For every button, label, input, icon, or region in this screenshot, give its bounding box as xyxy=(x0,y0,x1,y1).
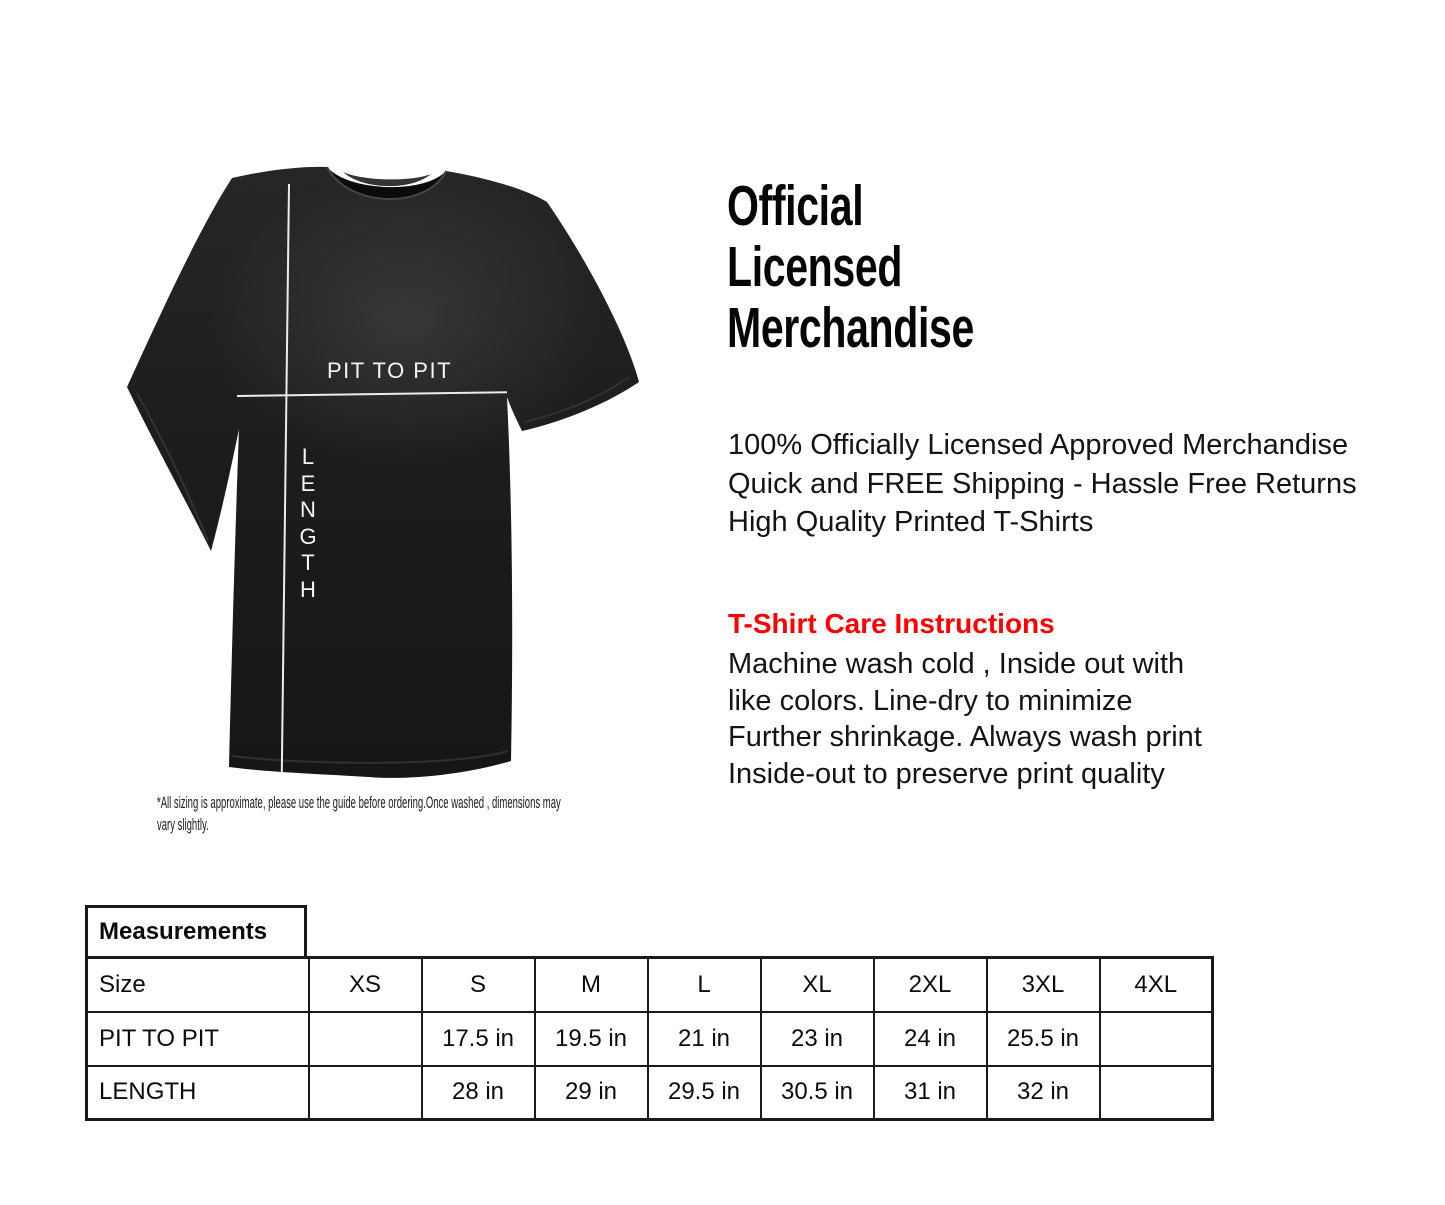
product-description xyxy=(728,426,1357,542)
size-header-row xyxy=(87,958,1213,1012)
length-value-m: 29 in xyxy=(535,1066,648,1120)
title-line-3: Merchandise xyxy=(727,296,974,360)
length-value-l: 29.5 in xyxy=(648,1066,761,1120)
description-line-3: High Quality Printed T-Shirts xyxy=(728,506,1094,538)
length-value-3xl: 32 in xyxy=(987,1066,1100,1120)
length-row xyxy=(87,1066,1213,1120)
length-diagram-label: L E N G T H xyxy=(299,444,317,602)
measurements-corner-label: Measurements xyxy=(85,905,307,959)
page-title xyxy=(727,176,974,359)
length-value-2xl: 31 in xyxy=(874,1066,987,1120)
length-value-4xl xyxy=(1100,1066,1213,1120)
fabric-highlight xyxy=(205,170,605,470)
care-line-1: Machine wash cold , Inside out with xyxy=(728,648,1185,680)
size-row-label: Size xyxy=(87,958,309,1012)
pit-to-pit-diagram-label: PIT TO PIT xyxy=(327,358,453,383)
size-column-header-2xl: 2XL xyxy=(874,958,987,1012)
size-column-header-l: L xyxy=(648,958,761,1012)
length-value-s: 28 in xyxy=(422,1066,535,1120)
measurements-section xyxy=(85,905,1214,1121)
description-line-2: Quick and FREE Shipping - Hassle Free Returns xyxy=(728,467,1357,500)
care-line-2: like colors. Line-dry to minimize xyxy=(728,684,1133,717)
disclaimer-line-1: *All sizing is approximate, please use the guide before ordering.Once washed , dimensions may xyxy=(157,793,561,812)
size-column-header-xs: XS xyxy=(309,958,422,1012)
size-column-header-s: S xyxy=(422,958,535,1012)
length-value-xs xyxy=(309,1066,422,1120)
length-value-xl: 30.5 in xyxy=(761,1066,874,1120)
size-column-header-xl: XL xyxy=(761,958,874,1012)
size-column-header-3xl: 3XL xyxy=(987,958,1100,1012)
pit-to-pit-value-2xl: 24 in xyxy=(874,1012,987,1066)
tshirt-size-diagram xyxy=(105,150,675,812)
description-line-1: 100% Officially Licensed Approved Merchandise xyxy=(728,429,1349,461)
pit-to-pit-row-label: PIT TO PIT xyxy=(87,1012,309,1066)
measurements-table xyxy=(85,956,1214,1121)
pit-to-pit-value-s: 17.5 in xyxy=(422,1012,535,1066)
length-row-label: LENGTH xyxy=(87,1066,309,1120)
disclaimer-line-2: vary slightly. xyxy=(157,814,209,834)
pit-to-pit-value-3xl: 25.5 in xyxy=(987,1012,1100,1066)
pit-to-pit-value-4xl xyxy=(1100,1012,1213,1066)
pit-to-pit-value-m: 19.5 in xyxy=(535,1012,648,1066)
sizing-disclaimer xyxy=(157,792,561,835)
care-line-3: Further shrinkage. Always wash print xyxy=(728,721,1202,753)
size-column-header-4xl: 4XL xyxy=(1100,958,1213,1012)
care-instructions-heading: T-Shirt Care Instructions xyxy=(728,608,1055,639)
pit-to-pit-row xyxy=(87,1012,1213,1066)
size-column-header-m: M xyxy=(535,958,648,1012)
pit-to-pit-value-l: 21 in xyxy=(648,1012,761,1066)
pit-to-pit-value-xl: 23 in xyxy=(761,1012,874,1066)
care-line-4: Inside-out to preserve print quality xyxy=(728,757,1165,790)
tshirt-graphic xyxy=(105,150,675,812)
title-line-1: Official xyxy=(727,174,864,238)
title-line-2: Licensed xyxy=(727,235,903,299)
pit-to-pit-value-xs xyxy=(309,1012,422,1066)
care-instructions-text xyxy=(728,646,1202,792)
